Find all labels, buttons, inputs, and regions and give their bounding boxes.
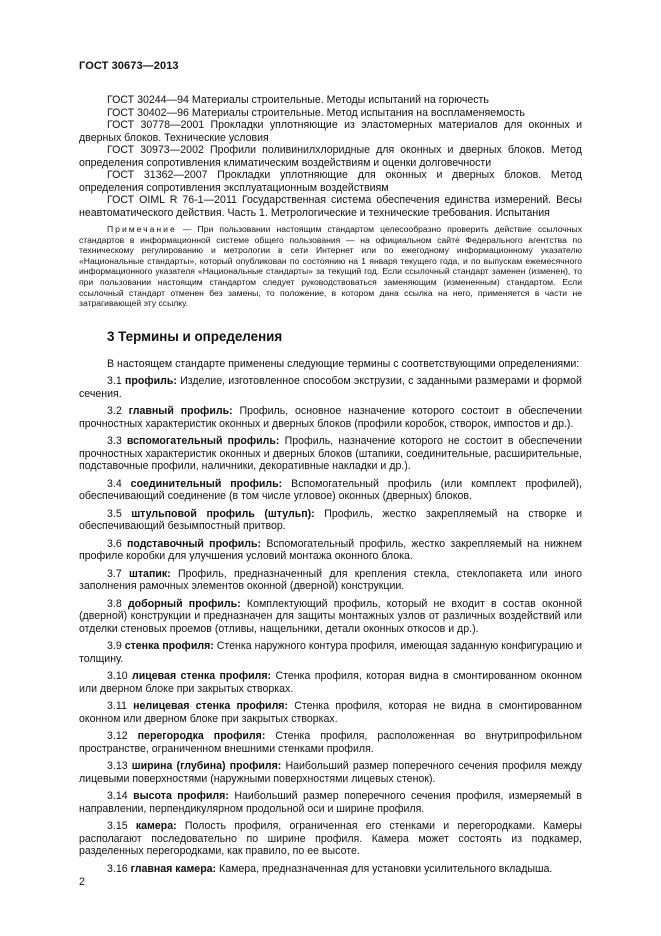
- term-name: подставочный профиль:: [126, 537, 262, 550]
- term-name: профиль:: [124, 375, 177, 388]
- term-entry: [79, 538, 582, 563]
- term-definition: Профиль, основное назначение которого состоит в обеспечении прочностных характеристик оконных и дверных блоков (профили коробок, створок, импостов и др.).: [79, 405, 583, 430]
- reference-item: ГОСТ 30402—96 Материалы строительные. Метод испытания на воспламеняемость: [107, 106, 525, 119]
- term-name: перегородка профиля:: [137, 730, 266, 743]
- term-entry: [79, 598, 582, 636]
- section-title: 3 Термины и определения: [107, 328, 283, 344]
- term-number: 3.15: [107, 820, 128, 833]
- note-block: [79, 224, 582, 309]
- term-definition: Стенка профиля, расположенная во внутрипрофильном пространстве, ограниченном внешними стенками профиля.: [79, 730, 582, 755]
- term-name: нелицевая стенка профиля:: [133, 700, 289, 713]
- term-name: высота профиля:: [133, 790, 229, 803]
- term-name: вспомогательный профиль:: [126, 435, 280, 448]
- term-name: лицевая стенка профиля:: [132, 670, 272, 683]
- term-number: 3.10: [107, 670, 128, 683]
- term-entry: [79, 700, 582, 725]
- note-text: — При пользовании настоящим стандартом целесообразно проверить действие ссылочных стандартов в информационной системе общего пользования — на официальном сайте Федерального агентства по техническому регулированию и метрологии в сети Интернет или по ежегодному информационному указателю «Национальные стандарты», который опубликован по состоянию на 1 января текущего года, и по выпускам ежемесячного информационного указателя «Национальные стандарты» за текущий год. Если ссылочный стандарт заменен (изменен), то при пользовании настоящим стандартом следует руководствоваться заменяющим (измененным) стандартом. Если ссылочный стандарт отменен без замены, то положение, в котором дана ссылка на него, применяется в части не затрагивающей эту ссылку.: [79, 224, 582, 309]
- document-body: [79, 94, 582, 875]
- term-entry: [79, 790, 582, 815]
- reference-item: ГОСТ 31362—2007 Прокладки уплотняющие для оконных и дверных блоков. Метод определения сопротивления эксплуатационным воздействиям: [79, 169, 582, 194]
- term-name: доборный профиль:: [127, 597, 241, 610]
- term-definition: Стенка профиля, которая видна в смонтированном оконном или дверном блоке при закрытых створках.: [79, 670, 582, 695]
- reference-item: ГОСТ 30973—2002 Профили поливинилхлоридные для оконных и дверных блоков. Метод определения сопротивления климатическим воздействиям и оценки долговечности: [79, 144, 582, 169]
- reference-item: ГОСТ 30778—2001 Прокладки уплотняющие из эластомерных материалов для оконных и дверных блоков. Технические условия: [79, 119, 582, 144]
- term-definition: Вспомогательный профиль, жестко закрепляемый на нижнем профиле коробки для улучшения условий монтажа оконного блока.: [79, 537, 582, 563]
- term-definition: Полость профиля, ограниченная его стенками и перегородками. Камеры располагают последовательно по ширине профиля. Камера может состоять из подкамер, разделенных перегородками, как правило, по ее высоте.: [79, 820, 582, 858]
- term-number: 3.16: [107, 862, 128, 875]
- term-definition: Стенка наружного контура профиля, имеющая заданную конфигурацию и толщину.: [79, 640, 583, 665]
- term-entry: [79, 670, 582, 695]
- term-entry: [79, 375, 582, 400]
- term-name: штапик:: [129, 567, 171, 580]
- terms-list: [79, 375, 582, 875]
- term-number: 3.3: [107, 435, 122, 448]
- term-entry: [79, 435, 582, 473]
- term-entry: [79, 405, 582, 430]
- term-name: стенка профиля:: [124, 640, 214, 653]
- term-number: 3.11: [107, 700, 127, 713]
- term-entry: [79, 820, 582, 858]
- term-definition: Камера, предназначенная для установки усилительного вкладыша.: [219, 862, 553, 875]
- term-name: главная камера:: [130, 862, 217, 875]
- term-definition: Профиль, назначение которого не состоит в обеспечении прочностных характеристик оконных и дверных блоков (штапики, соединительные, расширительные, подставочные профили, наличники, декоративные накладки и др.).: [79, 435, 583, 473]
- document-header: ГОСТ 30673—2013: [79, 60, 179, 72]
- reference-item: ГОСТ 30244—94 Материалы строительные. Методы испытаний на горючесть: [107, 94, 489, 106]
- term-number: 3.9: [107, 640, 122, 653]
- term-number: 3.6: [107, 537, 122, 550]
- term-entry: [79, 730, 582, 755]
- term-number: 3.1: [107, 375, 122, 388]
- term-entry: [79, 760, 582, 785]
- term-number: 3.13: [107, 760, 128, 773]
- term-number: 3.14: [107, 790, 128, 803]
- term-definition: Изделие, изготовленное способом экструзии, с заданными размерами и формой сечения.: [79, 375, 582, 400]
- term-number: 3.7: [107, 567, 122, 580]
- page-number: 2: [79, 876, 85, 888]
- term-definition: Профиль, предназначенный для крепления стекла, стеклопакета или иного заполнения рамочных элементов оконной (дверной) конструкции.: [79, 567, 582, 593]
- term-entry: [79, 863, 582, 876]
- term-entry: [79, 508, 582, 533]
- term-definition: Стенка профиля, которая не видна в смонтированном оконном или дверном блоке при закрытых створках.: [79, 700, 582, 725]
- section-intro: В настоящем стандарте применены следующие термины с соответствующими определениями:: [107, 357, 580, 370]
- term-name: камера:: [135, 820, 177, 833]
- reference-item: ГОСТ OIML R 76-1—2011 Государственная система обеспечения единства измерений. Весы неавтоматического действия. Часть 1. Метрологические и технические требования. Испытания: [79, 194, 582, 219]
- term-entry: [79, 640, 582, 665]
- term-name: штульповой профиль (штульп):: [131, 507, 315, 520]
- term-name: соединительный профиль:: [130, 477, 283, 490]
- term-number: 3.4: [107, 477, 122, 490]
- term-definition: Вспомогательный профиль (или комплект профилей), обеспечивающий соединение (в том числе угловое) оконных (дверных) блоков.: [79, 477, 582, 503]
- term-definition: Профиль, жестко закрепляемый на створке и обеспечивающий безымпостный притвор.: [79, 507, 582, 533]
- references-list: [79, 94, 582, 219]
- term-number: 3.12: [107, 730, 128, 743]
- term-entry: [79, 568, 582, 593]
- term-number: 3.5: [107, 507, 122, 520]
- note-label: Примечание: [107, 224, 177, 234]
- term-number: 3.2: [107, 405, 122, 418]
- term-name: главный профиль:: [128, 405, 233, 418]
- term-name: ширина (глубина) профиля:: [131, 760, 282, 773]
- term-definition: Комплектующий профиль, который не входит в состав оконной (дверной) конструкции и предназначен для защиты монтажных узлов от различных воздействий или отделки стеновых проемов (отливы, нащельники, детали оконных откосов и др.).: [79, 597, 582, 635]
- term-definition: Наибольший размер поперечного сечения профиля, измеряемый в направлении, перпендикулярном продольной оси и ширине профиля.: [79, 790, 582, 815]
- term-number: 3.8: [107, 597, 122, 610]
- term-definition: Наибольший размер поперечного сечения профиля между лицевыми поверхностями (наружными поверхностями лицевых стенок).: [79, 760, 582, 785]
- term-entry: [79, 478, 582, 503]
